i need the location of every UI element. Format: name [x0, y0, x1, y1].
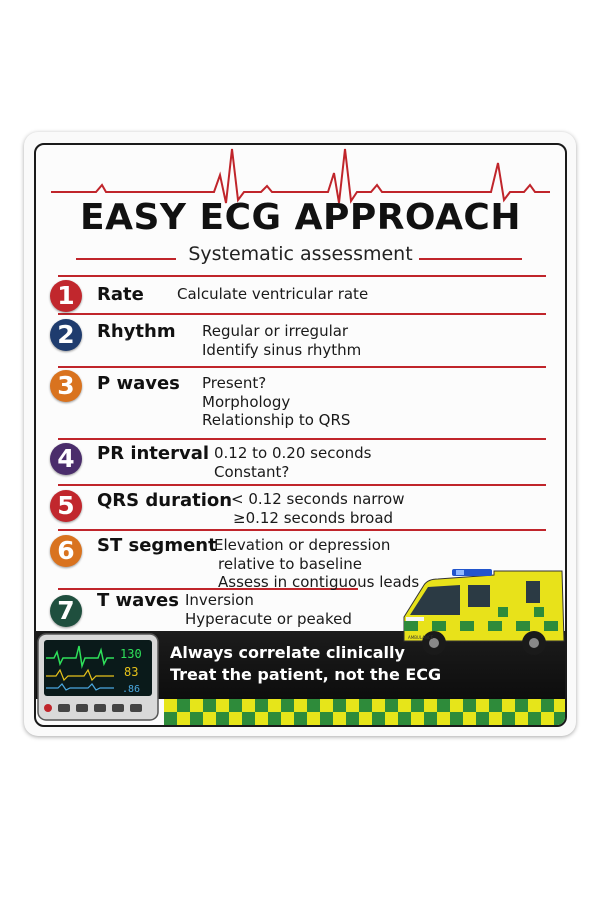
checker-square: [502, 712, 515, 725]
desc-line: relative to baseline: [218, 554, 363, 573]
checker-square: [177, 712, 190, 725]
checker-square: [294, 699, 307, 712]
checker-square: [424, 712, 437, 725]
step-desc: [202, 322, 361, 359]
desc-line: Morphology: [202, 392, 291, 411]
step-desc: [202, 374, 350, 430]
checker-square: [372, 699, 385, 712]
desc-line: Relationship to QRS: [202, 411, 351, 429]
step-desc: [185, 591, 352, 628]
desc-line: Inversion: [185, 591, 254, 609]
checker-square: [476, 699, 489, 712]
step-label-p-waves: P waves: [97, 373, 180, 394]
checker-square: [463, 712, 476, 725]
checker-square: [307, 712, 320, 725]
divider: [58, 438, 546, 440]
divider: [58, 275, 546, 277]
checker-square: [359, 699, 372, 712]
checker-square: [463, 699, 476, 712]
checker-square: [437, 699, 450, 712]
desc-line: < 0.12 seconds narrow: [231, 490, 405, 508]
footer-line: Always correlate clinically: [170, 643, 405, 662]
checker-square: [229, 712, 242, 725]
step-label-rhythm: Rhythm: [97, 321, 176, 342]
step-number-badge: 3: [50, 370, 82, 402]
step-number-badge: 2: [50, 319, 82, 351]
checker-square: [541, 712, 554, 725]
patient-monitor-icon: [36, 632, 164, 724]
checker-square: [177, 699, 190, 712]
checker-square: [320, 699, 333, 712]
checker-square: [528, 712, 541, 725]
divider: [58, 313, 546, 315]
checker-square: [203, 699, 216, 712]
footer-line: Treat the patient, not the ECG: [170, 665, 442, 684]
checker-square: [203, 712, 216, 725]
checker-square: [411, 712, 424, 725]
checker-square: [333, 712, 346, 725]
checker-square: [242, 699, 255, 712]
subtitle-rule-left: [76, 258, 176, 260]
checker-square: [346, 699, 359, 712]
checker-square: [515, 712, 528, 725]
checker-square: [489, 699, 502, 712]
checker-square: [268, 712, 281, 725]
checker-square: [242, 712, 255, 725]
ambulance-icon: [394, 563, 565, 659]
step-desc: [231, 490, 404, 527]
checker-square: [489, 712, 502, 725]
checker-square: [281, 712, 294, 725]
step-desc: [177, 285, 368, 304]
checker-square: [190, 712, 203, 725]
checker-square: [385, 712, 398, 725]
desc-line: ≥0.12 seconds broad: [233, 508, 394, 527]
step-number-badge: 7: [50, 595, 82, 627]
checker-square: [450, 712, 463, 725]
step-number-badge: 5: [50, 490, 82, 522]
checker-square: [294, 712, 307, 725]
divider: [58, 484, 546, 486]
checker-square: [320, 712, 333, 725]
checker-square: [554, 699, 565, 712]
checker-square: [541, 699, 554, 712]
monitor-value: 83: [124, 665, 139, 679]
checker-square: [333, 699, 346, 712]
checker-square: [502, 699, 515, 712]
step-label-pr-interval: PR interval: [97, 443, 210, 464]
monitor-value: 130: [120, 647, 142, 661]
divider: [58, 366, 546, 368]
desc-line: Assess in contiguous leads: [218, 573, 420, 591]
checker-square: [307, 699, 320, 712]
checker-square: [216, 712, 229, 725]
page-title: EASY ECG APPROACH: [80, 197, 521, 238]
page-subtitle: Systematic assessment: [188, 243, 413, 265]
checker-square: [359, 712, 372, 725]
checker-square: [164, 699, 177, 712]
desc-line: Present?: [202, 374, 267, 392]
checker-square: [164, 712, 177, 725]
checker-square: [515, 699, 528, 712]
checker-square: [255, 699, 268, 712]
step-desc: [214, 536, 419, 592]
checker-square: [229, 699, 242, 712]
checker-square: [372, 712, 385, 725]
step-number-badge: 4: [50, 443, 82, 475]
checker-square: [281, 699, 294, 712]
poster-card: [24, 132, 576, 736]
step-label-qrs-duration: QRS duration: [97, 490, 233, 511]
checker-square: [385, 699, 398, 712]
subtitle-rule-right: [419, 258, 522, 260]
checker-square: [255, 712, 268, 725]
desc-line: Elevation or depression: [214, 536, 391, 554]
checker-square: [437, 712, 450, 725]
desc-line: Regular or irregular: [202, 322, 349, 340]
checker-square: [528, 699, 541, 712]
ambulance-text: AMBULANCE: [408, 635, 434, 640]
checker-square: [411, 699, 424, 712]
battenburg-pattern: [164, 699, 565, 725]
desc-line: Constant?: [214, 462, 290, 481]
checker-square: [554, 712, 565, 725]
checker-square: [476, 712, 489, 725]
checker-square: [398, 712, 411, 725]
checker-square: [346, 712, 359, 725]
checker-square: [398, 699, 411, 712]
poster-frame: [34, 143, 567, 727]
step-number-badge: 6: [50, 535, 82, 567]
checker-square: [216, 699, 229, 712]
desc-line: 0.12 to 0.20 seconds: [214, 444, 372, 462]
divider: [58, 529, 546, 531]
desc-line: Hyperacute or peaked: [185, 609, 352, 628]
step-label-t-waves: T waves: [97, 590, 179, 611]
checker-square: [450, 699, 463, 712]
step-number-badge: 1: [50, 280, 82, 312]
checker-square: [190, 699, 203, 712]
step-label-st-segment: ST segment: [97, 535, 217, 556]
desc-line: Calculate ventricular rate: [177, 285, 369, 303]
step-label-rate: Rate: [97, 284, 144, 305]
checker-square: [424, 699, 437, 712]
step-desc: [214, 444, 371, 481]
checker-square: [268, 699, 281, 712]
desc-line: Identify sinus rhythm: [202, 340, 362, 359]
monitor-value: .86: [122, 684, 141, 695]
